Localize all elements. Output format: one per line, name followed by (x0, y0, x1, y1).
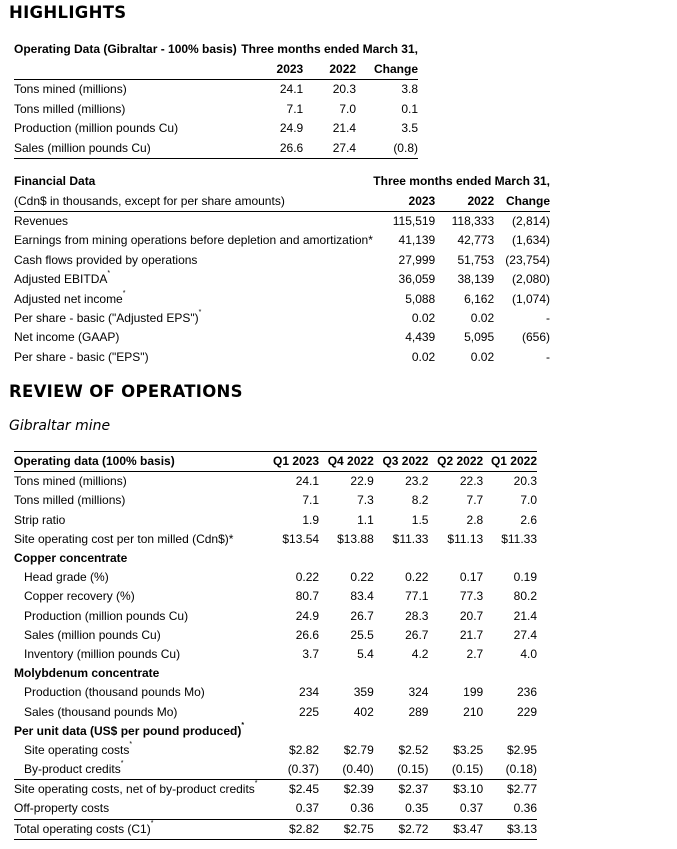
row-value: 5,088 (405, 291, 436, 306)
row-value: 20.7 (459, 608, 484, 623)
row-label: Molybdenum concentrate (14, 666, 160, 681)
row-value: 21.4 (513, 608, 537, 623)
table-header-row (14, 172, 550, 191)
row-value: 0.02 (411, 310, 436, 325)
row-value: 0.22 (405, 570, 429, 585)
row-value: 80.2 (513, 589, 537, 604)
table-header-row (14, 452, 537, 472)
table-row (14, 607, 537, 626)
row-value: 24.9 (295, 608, 320, 623)
table-row (14, 760, 537, 780)
row-label: Sales (million pounds Cu) (14, 140, 151, 155)
table-row (14, 511, 537, 530)
row-label: Adjusted EBITDA (14, 272, 108, 287)
column-header: 2022 (303, 60, 356, 80)
row-value: (0.37) (258, 760, 320, 780)
row-label: Head grade (%) (24, 570, 109, 585)
row-value: 7.1 (302, 493, 320, 508)
row-value: 20.3 (513, 474, 537, 489)
row-value: (2,814) (511, 213, 550, 228)
column-header: Q3 2022 (374, 452, 429, 472)
row-label: By-product credits (24, 762, 121, 777)
row-value: 21.4 (332, 121, 357, 136)
row-label: Per share - basic ("Adjusted EPS") (14, 310, 199, 325)
row-value: 36,059 (398, 272, 436, 287)
table-row (14, 645, 537, 664)
row-value: 41,139 (398, 233, 436, 248)
table-row (14, 80, 418, 100)
table-row (14, 626, 537, 645)
row-value: 23.2 (405, 474, 429, 489)
row-value: 0.02 (470, 349, 495, 364)
row-value: $2.77 (506, 782, 537, 797)
row-value: 5.4 (357, 646, 374, 661)
table-row (14, 139, 418, 159)
table-row (14, 741, 537, 760)
row-label-cell (14, 511, 258, 530)
row-label: Tons milled (millions) (14, 493, 126, 508)
row-value: 1.5 (411, 512, 429, 527)
table-row (14, 231, 550, 250)
row-value: 118,333 (451, 213, 495, 228)
row-label-cell (14, 760, 258, 780)
financial-data-label: Financial Data (14, 174, 96, 189)
table-row (14, 211, 550, 231)
row-value: 22.3 (459, 474, 484, 489)
row-label-cell (14, 289, 373, 308)
row-label-cell (14, 780, 258, 800)
table-row (14, 348, 550, 367)
table-row (14, 702, 537, 721)
row-value: 7.0 (520, 493, 537, 508)
row-value: 5,095 (464, 330, 495, 345)
row-label: Per unit data (US$ per pound produced) (14, 723, 242, 738)
row-value: 77.3 (459, 589, 484, 604)
row-value: (0.18) (483, 760, 537, 780)
row-value: 0.22 (350, 570, 374, 585)
row-value: (1,634) (511, 233, 550, 248)
row-value: $2.37 (398, 782, 429, 797)
row-value: 324 (408, 685, 429, 700)
row-label: Net income (GAAP) (14, 330, 120, 345)
row-value: $2.39 (343, 782, 374, 797)
table-header-row (14, 60, 418, 80)
row-label: Sales (thousand pounds Mo) (24, 704, 178, 719)
row-value: 20.3 (332, 82, 357, 97)
row-value: (0.8) (356, 139, 418, 159)
row-value: 77.1 (405, 589, 429, 604)
row-label: Total operating costs (C1) (14, 821, 151, 836)
row-value: 80.7 (295, 589, 320, 604)
row-value: $2.75 (319, 819, 374, 839)
row-label: Site operating cost per ton milled (Cdn$)* (14, 531, 234, 546)
row-value: (656) (521, 330, 550, 345)
row-label-cell (14, 472, 258, 492)
row-label-cell (14, 722, 537, 741)
row-label: Per share - basic ("EPS") (14, 349, 149, 364)
row-value: 236 (516, 685, 537, 700)
row-label-cell (14, 231, 373, 250)
row-value: 26.6 (295, 627, 320, 642)
row-value: $13.54 (282, 531, 320, 546)
row-value: 2.6 (520, 512, 537, 527)
row-label-cell (14, 664, 537, 683)
table-row (14, 309, 550, 328)
row-value: 7.3 (357, 493, 374, 508)
row-value: 27.4 (303, 139, 356, 159)
row-value: 0.1 (401, 101, 418, 116)
row-label-cell (14, 211, 373, 231)
row-value: 51,753 (457, 252, 495, 267)
row-value: 21.7 (459, 627, 484, 642)
row-value: 0.35 (374, 799, 429, 819)
row-value: 28.3 (405, 608, 429, 623)
row-value: 0.02 (411, 349, 436, 364)
table-header-row (14, 40, 418, 60)
row-label-cell (14, 80, 241, 100)
review-heading: REVIEW OF OPERATIONS (9, 382, 243, 401)
row-value: 0.19 (513, 570, 537, 585)
row-label-cell (14, 549, 537, 568)
column-header: Change (494, 191, 550, 211)
row-value: 210 (463, 704, 484, 719)
row-label: Copper recovery (%) (24, 589, 135, 604)
row-label-cell (14, 328, 373, 347)
row-value: $11.33 (392, 531, 429, 546)
row-value: 25.5 (350, 627, 374, 642)
row-value: 0.02 (470, 310, 495, 325)
row-value: 199 (463, 685, 484, 700)
row-value: 83.4 (350, 589, 374, 604)
column-header: Change (356, 60, 418, 80)
table-row (14, 251, 550, 270)
table-row (14, 328, 550, 347)
row-label: Adjusted net income (14, 291, 123, 306)
row-value: 1.9 (302, 512, 320, 527)
row-value: $2.95 (506, 742, 537, 757)
row-label: Copper concentrate (14, 551, 128, 566)
row-value: (0.40) (319, 760, 374, 780)
row-label-cell (14, 683, 258, 702)
table-row (14, 289, 550, 308)
row-value: 7.1 (286, 101, 304, 116)
review-operations-table (14, 451, 537, 840)
row-value: $11.33 (501, 531, 537, 546)
row-label: Off-property costs (14, 801, 110, 816)
row-value: 0.36 (319, 799, 374, 819)
row-label: Inventory (million pounds Cu) (24, 646, 181, 661)
row-label: Sales (million pounds Cu) (24, 627, 161, 642)
row-value: 24.1 (279, 82, 304, 97)
section-header (14, 722, 537, 741)
row-value: 225 (299, 704, 320, 719)
period-label: Three months ended March 31, (373, 174, 550, 189)
row-label-cell (14, 607, 258, 626)
column-header: Q1 2023 (258, 452, 320, 472)
row-value: 3.5 (401, 121, 418, 136)
row-value: $2.45 (289, 782, 320, 797)
row-value: 234 (299, 685, 320, 700)
row-value: $2.79 (343, 742, 374, 757)
row-label: Site operating costs (24, 742, 130, 757)
row-label: Tons mined (millions) (14, 474, 127, 489)
row-value: 26.6 (241, 139, 303, 159)
row-value: 2.8 (466, 512, 484, 527)
row-value: 4,439 (405, 330, 436, 345)
row-value: (23,754) (505, 252, 550, 267)
row-label-cell (14, 645, 258, 664)
row-value: $3.47 (428, 819, 483, 839)
row-value: 289 (408, 704, 429, 719)
row-value: 0.22 (295, 570, 320, 585)
row-label-cell (14, 100, 241, 120)
section-header (14, 549, 537, 568)
row-value: 42,773 (457, 233, 495, 248)
row-value: 7.7 (466, 493, 484, 508)
row-value: $11.13 (447, 531, 484, 546)
row-label-cell (14, 741, 258, 760)
footnote-marker: * (107, 270, 111, 278)
row-value: 26.7 (405, 627, 429, 642)
row-value: 4.2 (411, 646, 429, 661)
row-value: 1.1 (357, 512, 374, 527)
row-label: Revenues (14, 213, 69, 228)
row-label-cell (14, 119, 241, 139)
row-value: $2.82 (289, 742, 320, 757)
row-label-cell (14, 491, 258, 510)
row-value: 27,999 (398, 252, 436, 267)
row-value: 0.37 (258, 799, 320, 819)
row-label-cell (14, 587, 258, 606)
table-row (14, 780, 537, 800)
row-label: Earnings from mining operations before depletion and amortization* (14, 233, 373, 248)
table-row (14, 799, 537, 819)
row-value: $2.72 (374, 819, 429, 839)
row-value: $2.82 (258, 819, 320, 839)
row-label: Tons milled (millions) (14, 101, 126, 116)
row-value: 402 (353, 704, 374, 719)
row-value: 38,139 (457, 272, 495, 287)
footnote-marker: * (254, 780, 258, 788)
footnote-marker: * (150, 819, 154, 827)
row-value: 6,162 (464, 291, 495, 306)
footnote-marker: * (122, 289, 126, 297)
row-value: 359 (353, 685, 374, 700)
table-row (14, 819, 537, 839)
row-label-cell (14, 139, 241, 159)
row-label-cell (14, 270, 373, 289)
row-value: 229 (516, 704, 537, 719)
row-value: 8.2 (411, 493, 429, 508)
row-label-cell (14, 348, 373, 367)
row-value: 27.4 (513, 627, 537, 642)
row-value: (0.15) (428, 760, 483, 780)
table-row (14, 587, 537, 606)
row-label-cell (14, 530, 258, 549)
row-value: 0.37 (428, 799, 483, 819)
row-value: $2.52 (398, 742, 429, 757)
row-label-cell (14, 251, 373, 270)
column-header: 2023 (241, 60, 303, 80)
row-value: 22.9 (350, 474, 374, 489)
row-label: Cash flows provided by operations (14, 252, 198, 267)
row-value: $13.88 (337, 531, 374, 546)
column-header: 2023 (373, 191, 435, 211)
operating-data-header: Operating data (100% basis) (14, 452, 258, 472)
footnote-marker: * (241, 721, 245, 729)
row-value: 0.17 (459, 570, 484, 585)
row-value: 4.0 (520, 646, 537, 661)
row-label: Production (thousand pounds Mo) (24, 685, 205, 700)
row-value: 24.1 (295, 474, 320, 489)
row-value: (1,074) (511, 291, 550, 306)
row-label: Strip ratio (14, 512, 66, 527)
column-header: Q4 2022 (319, 452, 374, 472)
footnote-marker: * (120, 760, 124, 768)
row-value: (0.15) (374, 760, 429, 780)
table-row (14, 530, 537, 549)
highlights-heading: HIGHLIGHTS (9, 3, 127, 22)
table-row (14, 472, 537, 492)
row-value: $3.10 (453, 782, 484, 797)
table-row (14, 568, 537, 587)
table-row (14, 270, 550, 289)
table-header-row (14, 191, 550, 211)
row-value: 115,519 (392, 213, 436, 228)
row-value: (2,080) (511, 272, 550, 287)
row-value: - (546, 349, 550, 364)
footnote-marker: * (198, 308, 202, 316)
row-label-cell (14, 309, 373, 328)
table-row (14, 100, 418, 120)
row-value: $3.13 (483, 819, 537, 839)
table-row (14, 491, 537, 510)
row-label: Tons mined (millions) (14, 82, 127, 97)
financial-data-table (14, 172, 550, 367)
row-label-cell (14, 799, 258, 819)
row-value: 7.0 (339, 101, 357, 116)
row-value: 0.36 (483, 799, 537, 819)
row-value: 26.7 (350, 608, 374, 623)
row-label-cell (14, 568, 258, 587)
row-label: Site operating costs, net of by-product credits (14, 782, 255, 797)
row-value: $3.25 (453, 742, 484, 757)
row-value: 3.7 (302, 646, 320, 661)
table-row (14, 119, 418, 139)
row-label: Production (million pounds Cu) (14, 121, 179, 136)
row-value: 24.9 (279, 121, 304, 136)
column-header: 2022 (435, 191, 494, 211)
row-label: Production (million pounds Cu) (24, 608, 189, 623)
period-label: Three months ended March 31, (241, 42, 418, 57)
financial-data-sublabel: (Cdn$ in thousands, except for per share amounts) (14, 191, 373, 211)
row-value: 3.8 (401, 82, 418, 97)
footnote-marker: * (129, 740, 133, 748)
column-header: Q2 2022 (428, 452, 483, 472)
table-row (14, 683, 537, 702)
section-header (14, 664, 537, 683)
review-subtitle: Gibraltar mine (9, 418, 111, 434)
row-label-cell (14, 819, 258, 839)
column-header: Q1 2022 (483, 452, 537, 472)
row-value: 2.7 (466, 646, 484, 661)
row-value: - (546, 310, 550, 325)
operating-data-label: Operating Data (Gibraltar - 100% basis) (14, 42, 237, 57)
row-label-cell (14, 626, 258, 645)
row-label-cell (14, 702, 258, 721)
operating-data-table (14, 40, 418, 159)
